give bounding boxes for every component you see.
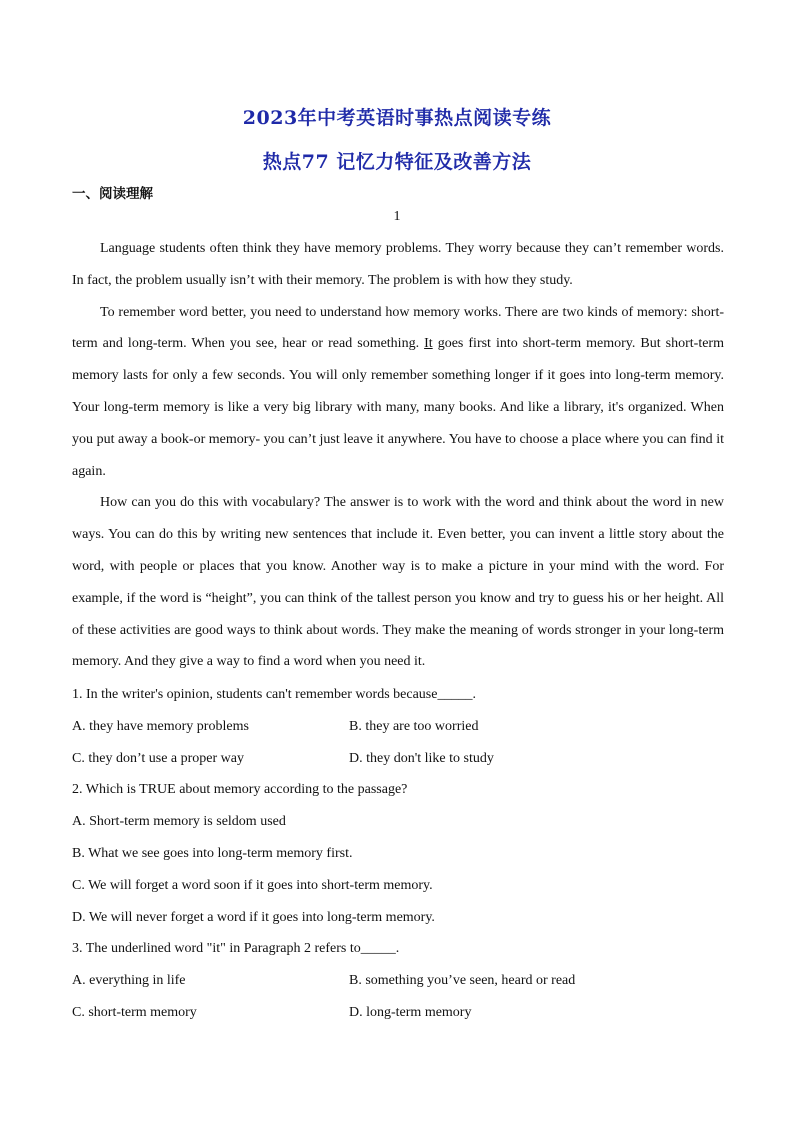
question-2-stem: 2. Which is TRUE about memory according to the passage? [72,782,408,798]
question-2-option-a: A. Short-term memory is seldom used [72,814,286,830]
question-3-stem: 3. The underlined word "it" in Paragraph 2 refers to_____. [72,941,400,957]
question-1-options-row-2 [72,743,724,775]
question-3-option-a: A. everything in life [72,973,186,989]
question-1-option-d: D. they don't like to study [349,750,494,766]
section-heading: 一、阅读理解 [72,186,153,202]
question-3-option-b: B. something you’ve seen, heard or read [349,973,576,989]
question-3-options-row-2 [72,997,724,1029]
question-3-options-row-1 [72,965,724,997]
question-1-options-row-1 [72,711,724,743]
question-1-option-a: A. they have memory problems [72,718,249,734]
document-subtitle: 热点77 记忆力特征及改善方法 [262,151,532,173]
paragraph-2-text-start: To remember word better, you need to understand how memory works. There are two kinds of memory: short-term and long-term. When you see, hear or read something. [72,304,724,352]
question-3-option-c: C. short-term memory [72,1004,197,1020]
underlined-word: It [424,336,433,352]
question-list [72,679,724,1029]
question-2-option-b: B. What we see goes into long-term memory first. [72,845,353,861]
question-2-option-d: D. We will never forget a word if it goes into long-term memory. [72,909,435,925]
paragraph-2 [72,297,724,488]
question-1-stem: 1. In the writer's opinion, students can't remember words because_____. [72,687,476,702]
question-2-option-c: C. We will forget a word soon if it goes into short-term memory. [72,877,433,893]
paragraph-1: Language students often think they have memory problems. They worry because they can’t remember words. In fact, the problem usually isn’t with their memory. The problem is with how they study. [72,241,724,288]
paragraph-3: How can you do this with vocabulary? The answer is to work with the word and think about the word in new ways. You can do this by writing new sentences that include it. Even better, you can invent a little story about the word, with people or places that you know. Another way is to make a picture in your mind with the word. For example, if the word is “height”, you can think of the tallest person you know and try to guess his or her height. All of these activities are good ways to think about words. They make the meaning of words stronger in your long-term memory. And they give a way to find a word when you need it. [72,495,724,670]
paragraph-2-text-end: goes first into short-term memory. But short-term memory lasts for only a few seconds. You will only remember something longer if it goes into long-term memory. Your long-term memory is like a very big library with many, many books. And like a library, it's organized. When you put away a book-or memory- you can’t just leave it anywhere. You have to choose a place where you can find it again. [72,336,724,479]
document-title: 2023年中考英语时事热点阅读专练 [242,107,552,129]
question-1-option-c: C. they don’t use a proper way [72,750,244,766]
question-3-option-d: D. long-term memory [349,1004,472,1020]
question-1-option-b: B. they are too worried [349,718,479,734]
passage-number: 1 [393,209,401,224]
reading-passage [72,233,724,678]
